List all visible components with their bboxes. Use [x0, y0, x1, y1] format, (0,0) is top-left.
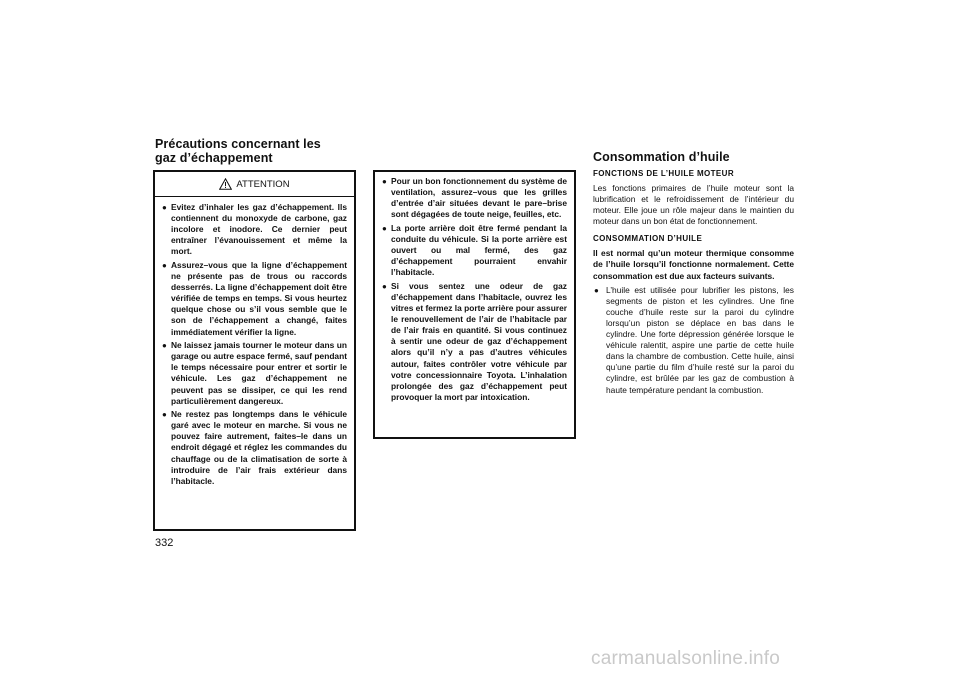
bullet-icon: ● [162, 260, 167, 270]
list-item-text: Ne laissez jamais tourner le moteur dans un garage ou autre espace fermé, sauf pendant le temps nécessaire pour entrer et sortir le véhicule. Les gaz d’échappement ne peuvent pas se dissiper, ce qui les rend particulièrement dangereux. [171, 340, 347, 406]
attention-list [155, 197, 354, 487]
bullet-icon: ● [382, 177, 387, 186]
bullet-icon: ● [382, 281, 387, 291]
list-item [382, 176, 567, 220]
list-item [382, 223, 567, 278]
list-item-text: Pour un bon fonctionnement du système de ventilation, assurez–vous que les grilles d’entrée d’air situées devant le pare–brise sont dégagées de toute neige, feuilles, etc. [391, 176, 567, 220]
list-item-text: La porte arrière doit être fermé pendant la conduite du véhicule. Si la porte arrière est ouvert ou mal fermé, des gaz d’échappement pourraient envahir l’habitacle. [391, 222, 567, 278]
list-item [162, 409, 347, 487]
list-item-text: Si vous sentez une odeur de gaz d’échappement dans l’habitacle, ouvrez les vitres et fermez la porte arrière pour assurer le renouvellement de l’air de l’habitacle par de l’air frais en quantité. Si vous continuez à sentir une odeur de gaz d’échappement alors qu’il n’y a pas d’autres véhicules autour, faites contrôler votre véhicule par votre concessionnaire Toyota. L’inhalation prolongée des gaz d’échappement peut provoquer la mort par intoxication. [391, 280, 567, 402]
list-item-text: Evitez d’inhaler les gaz d’échappement. Ils contiennent du monoxyde de carbone, gaz incolore et inodore. Ce dernier peut entraîner l’évanouissement et même la mort. [171, 202, 347, 257]
left-section-title [155, 137, 355, 165]
oil-consumption-list [593, 285, 794, 396]
page-number: 332 [155, 537, 174, 549]
watermark: carmanualsonline.info [591, 648, 781, 669]
list-item [162, 260, 347, 338]
bullet-icon: ● [162, 410, 167, 420]
list-item-text: Ne restez pas longtemps dans le véhicule garé avec le moteur en marche. Si vous ne pouvez faire autrement, faites–le dans un endroit dégagé et réglez les commandes du chauffage ou de la climatisation de sorte à introduire de l’air frais extérieur dans l’habitacle. [171, 409, 347, 486]
subhead-engine-oil-functions: FONCTIONS DE L’HUILE MOTEUR [593, 169, 735, 178]
bullet-icon: ● [162, 341, 167, 351]
list-item [162, 202, 347, 257]
left-title-line1: Précautions concernant les [155, 137, 321, 151]
warning-triangle-icon [219, 178, 232, 190]
right-section-title: Consommation d’huile [593, 150, 730, 164]
list-item [162, 340, 347, 407]
list-item [593, 285, 794, 396]
bullet-icon: ● [594, 285, 599, 295]
bullet-icon: ● [382, 223, 387, 233]
paragraph-oil-functions: Les fonctions primaires de l’huile moteur sont la lubrification et le refroidissement de l’intérieur du moteur. Elle joue un rôle majeur dans le maintien du moteur dans un bon état de fonctionnement. [593, 183, 794, 227]
attention-box-continued [373, 170, 576, 439]
bullet-icon: ● [162, 203, 167, 212]
left-title-line2: gaz d’échappement [155, 151, 273, 165]
subhead-oil-consumption: CONSOMMATION D’HUILE [593, 234, 703, 244]
attention-header [155, 172, 354, 197]
paragraph-oil-consumption: Il est normal qu’un moteur thermique consomme de l’huile lorsqu’il fonctionne normalement. Cette consommation est due aux facteurs suivants. [593, 248, 794, 281]
list-item-text: Assurez–vous que la ligne d’échappement ne présente pas de trous ou raccords desserrés. La ligne d’échappement doit être vérifiée de temps en temps. Si vous heurtez quelque chose ou s’il vous semble que le son de l’échappement a changé, faites immédiatement vérifier la ligne. [171, 259, 347, 337]
attention-box [153, 170, 356, 531]
list-item [382, 281, 567, 403]
attention-label: ATTENTION [236, 178, 290, 190]
attention-list-continued [375, 172, 574, 403]
oil-consumption-section [593, 168, 794, 396]
list-item-text: L’huile est utilisée pour lubrifier les pistons, les segments de piston et les cylindres. Une fine couche d’huile reste sur la paroi du cylindre lorsqu’un piston se déplace en bas dans le cylindre. Une forte dépression générée lorsque le véhicule ralentit, aspire une partie de cette huile dans la chambre de combustion. Cette huile, ainsi qu’une partie du film d’huile resté sur la paroi du cylindre, est brûlée par les gaz de combustion à haute température pendant la combustion. [606, 284, 794, 395]
